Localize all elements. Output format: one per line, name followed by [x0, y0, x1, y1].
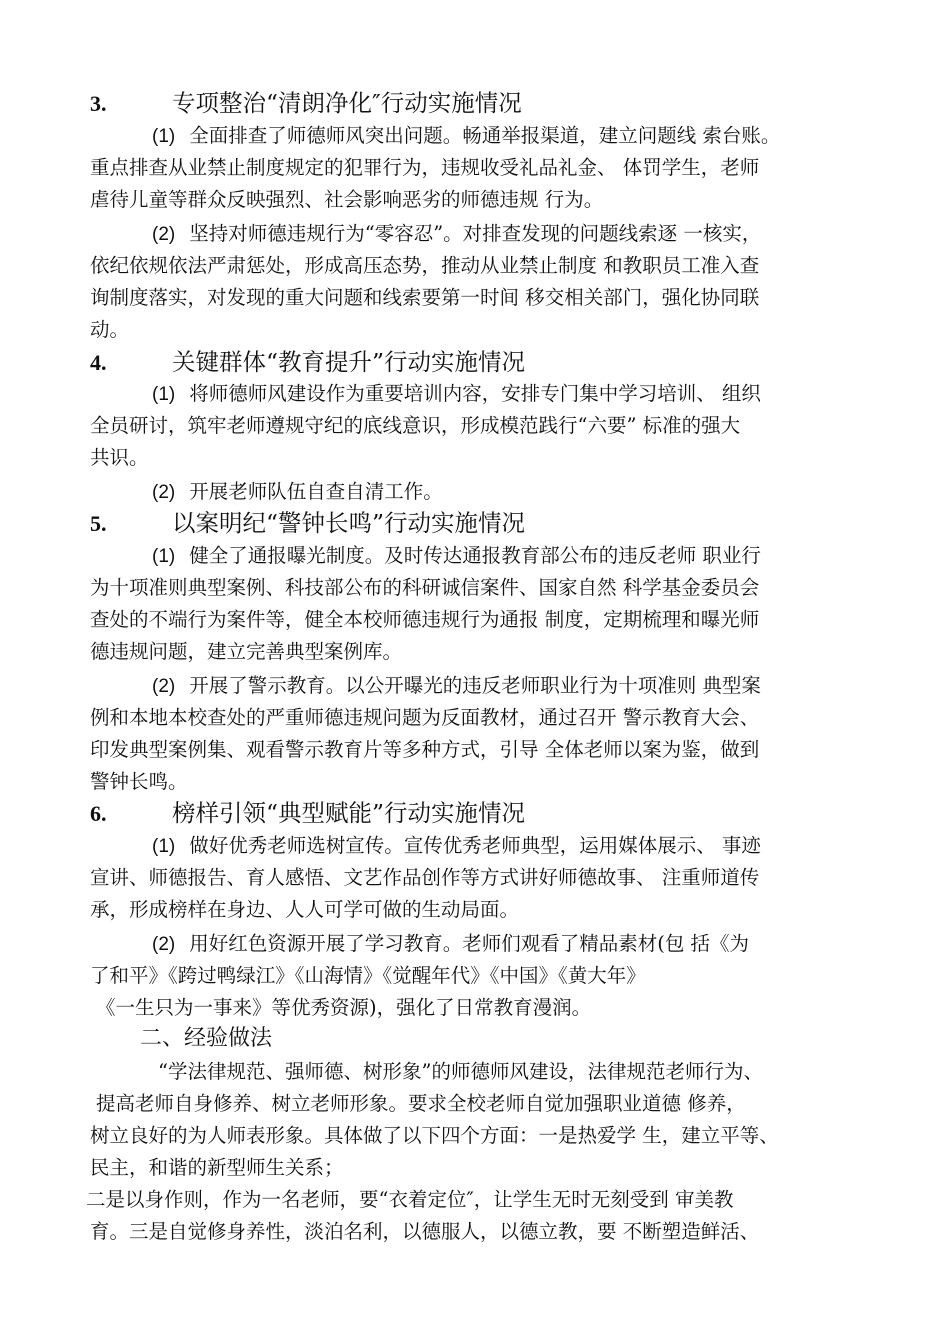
section-number: 4.	[90, 350, 107, 375]
paragraph-line: (1) 做好优秀老师选树宣传。宣传优秀老师典型，运用媒体展示、 事迹	[152, 834, 761, 857]
paragraph-line: 育。三是自觉修身养性，淡泊名利，以德服人，以德立教，要 不断塑造鲜活、	[90, 1220, 760, 1243]
paragraph-line: 例和本地本校查处的严重师德违规问题为反面教材，通过召开 警示教育大会、	[90, 706, 760, 729]
section-number: 5.	[90, 511, 107, 536]
paragraph-line: (1) 全面排查了师德师风突出问题。畅通举报渠道，建立问题线 索台账。	[152, 124, 781, 147]
paragraph-line: 全员研讨，筑牢老师遵规守纪的底线意识，形成模范践行“六要” 标准的强大	[90, 414, 741, 437]
paragraph-line: 《一生只为一事来》等优秀资源)，强化了日常教育漫润。	[96, 996, 592, 1019]
paragraph-line: (2) 开展了警示教育。以公开曝光的违反老师职业行为十项准则 典型案	[152, 674, 761, 697]
section-heading-5	[90, 506, 525, 540]
paragraph-line: (2) 用好红色资源开展了学习教育。老师们观看了精品素材(包 括《为	[152, 932, 750, 955]
section-heading-3	[90, 86, 522, 120]
paragraph-line: 二是以身作则，作为一名老师，要“衣着定位″，让学生无时无刻受到 审美教	[86, 1188, 734, 1211]
paragraph-line: 询制度落实，对发现的重大问题和线索要第一时间 移交相关部门，强化协同联	[90, 286, 760, 309]
paragraph-line: (1) 健全了通报曝光制度。及时传达通报教育部公布的违反老师 职业行	[152, 544, 761, 567]
paragraph-line: 承，形成榜样在身边、人人可学可做的生动局面。	[90, 898, 520, 921]
section-heading-4	[90, 345, 525, 379]
item-number: (2)	[152, 224, 176, 245]
section-title: 专项整治“清朗净化″行动实施情况	[172, 89, 522, 117]
paragraph-line: 印发典型案例集、观看警示教育片等多种方式，引导 全体老师以案为鉴，做到	[90, 738, 760, 761]
item-number: (1)	[152, 384, 176, 405]
paragraph-line: 提高老师自身修养、树立老师形象。要求全校老师自觉加强职业道德 修养，	[96, 1092, 746, 1115]
item-number: (1)	[152, 836, 176, 857]
paragraph-line: 德违规问题，建立完善典型案例库。	[90, 640, 403, 663]
paragraph-line: 虐待儿童等群众反映强烈、社会影响恶劣的师德违规 行为。	[90, 188, 604, 211]
section-number: 6.	[90, 801, 107, 826]
experience-heading: 二、经验做法	[140, 1026, 273, 1051]
paragraph-line: 重点排查从业禁止制度规定的犯罪行为，违规收受礼品礼金、 体罚学生，老师	[90, 156, 760, 179]
paragraph-line: 查处的不端行为案件等，健全本校师德违规行为通报 制度，定期梳理和曝光师	[90, 608, 760, 631]
item-number: (2)	[152, 482, 176, 503]
paragraph-line: 警钟长鸣。	[90, 770, 188, 793]
paragraph-line: 为十项准则典型案例、科技部公布的科研诚信案件、国家自然 科学基金委员会	[90, 576, 760, 599]
item-number: (2)	[152, 676, 176, 697]
paragraph-line: 民主，和谐的新型师生关系；	[90, 1156, 344, 1179]
paragraph-line: 树立良好的为人师表形象。具体做了以下四个方面：一是热爱学 生，建立平等、	[90, 1124, 779, 1147]
paragraph-line: 依纪依规依法严肃惩处，形成高压态势，推动从业禁止制度 和教职员工准入查	[90, 254, 760, 277]
paragraph-line: 动。	[90, 318, 130, 341]
section-title: 以案明纪“警钟长鸣”行动实施情况	[172, 509, 526, 537]
item-number: (2)	[152, 934, 176, 955]
section-title: 榜样引领“典型赋能”行动实施情况	[172, 799, 526, 827]
section-number: 3.	[90, 91, 107, 116]
paragraph-line: (2) 开展老师队伍自查自清工作。	[152, 480, 443, 503]
paragraph-line: (2) 坚持对师德违规行为“零容忍”。对排查发现的问题线索逐 一核实，	[152, 222, 762, 245]
paragraph-line: 共识。	[90, 446, 149, 469]
paragraph-line: “学法律规范、强师德、树形象”的师德师风建设，法律规范老师行为、	[158, 1060, 763, 1083]
paragraph-line: 了和平》《跨过鸭绿江》《山海情》《觉醒年代》《中国》《黄大年》	[90, 964, 646, 987]
section-title: 关键群体“教育提升”行动实施情况	[172, 348, 526, 376]
section-heading-6	[90, 796, 525, 830]
item-number: (1)	[152, 126, 176, 147]
item-number: (1)	[152, 546, 176, 567]
paragraph-line: (1) 将师德师风建设作为重要培训内容，安排专门集中学习培训、 组织	[152, 382, 761, 405]
paragraph-line: 宣讲、师德报告、育人感悟、文艺作品创作等方式讲好师德故事、 注重师道传	[90, 866, 760, 889]
